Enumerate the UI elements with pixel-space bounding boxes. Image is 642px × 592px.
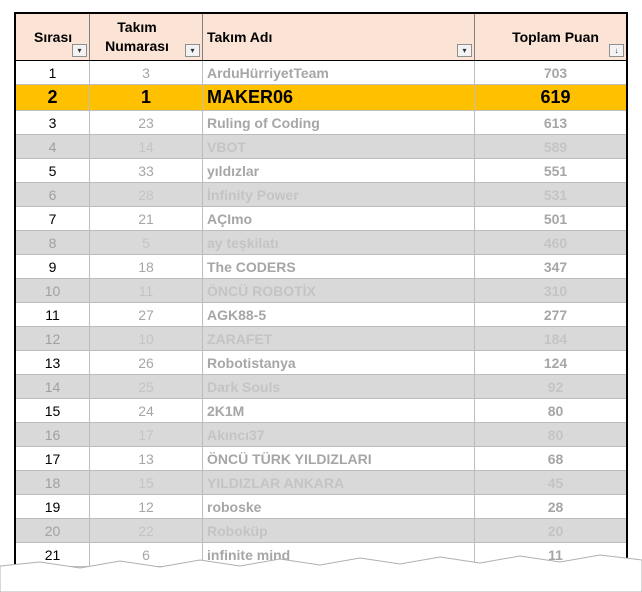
rank-cell[interactable]: 10	[16, 279, 90, 302]
table-body	[16, 61, 626, 591]
team-number-cell[interactable]: 13	[90, 447, 203, 470]
team-name-cell[interactable]: infinite mind	[203, 543, 475, 566]
rank-cell[interactable]: 5	[16, 159, 90, 182]
total-points-cell[interactable]: 460	[543, 234, 568, 251]
team-name-column-header[interactable]	[203, 14, 475, 60]
table-row[interactable]	[16, 447, 626, 471]
rank-cell[interactable]: 12	[16, 327, 90, 350]
total-points-header-label: Toplam Puan	[512, 29, 599, 45]
table-row[interactable]	[16, 85, 626, 111]
total-points-cell[interactable]: 11	[548, 546, 563, 563]
team-number-cell[interactable]: 18	[90, 255, 203, 278]
rank-cell[interactable]: 20	[16, 519, 90, 542]
team-number-cell[interactable]: 25	[90, 375, 203, 398]
team-number-cell[interactable]: 17	[90, 423, 203, 446]
team-number-cell[interactable]: 23	[90, 111, 203, 134]
team-number-header-line1: Takım	[117, 19, 157, 35]
total-points-cell[interactable]: 703	[543, 64, 568, 81]
table-row[interactable]	[16, 111, 626, 135]
rank-cell[interactable]: 2	[16, 85, 90, 110]
total-points-cell[interactable]: 68	[547, 450, 564, 467]
table-row[interactable]	[16, 495, 626, 519]
team-number-cell[interactable]: 14	[90, 135, 203, 158]
table-row[interactable]	[16, 61, 626, 85]
team-number-cell[interactable]: 24	[90, 399, 203, 422]
team-name-cell[interactable]: ÖNCÜ ROBOTİX	[203, 279, 475, 302]
rank-cell[interactable]: 3	[16, 111, 90, 134]
table-row[interactable]	[16, 279, 626, 303]
total-points-cell[interactable]: 28	[547, 498, 564, 515]
rank-cell[interactable]: 8	[16, 231, 90, 254]
rank-header-label: Sırası	[34, 29, 73, 45]
team-number-cell[interactable]: 21	[90, 207, 203, 230]
table-row[interactable]	[16, 375, 626, 399]
total-points-cell[interactable]: 531	[543, 186, 568, 203]
sort-descending-icon[interactable]: ↓	[609, 44, 624, 57]
total-points-cell[interactable]: 310	[543, 282, 568, 299]
team-name-cell[interactable]: İnfinity Power	[203, 183, 475, 206]
total-points-cell[interactable]: 80	[547, 426, 564, 443]
team-name-cell[interactable]: ÖNCÜ TÜRK YILDIZLARI	[203, 447, 475, 470]
table-row[interactable]	[16, 255, 626, 279]
team-number-cell[interactable]: 11	[90, 279, 203, 302]
team-name-cell[interactable]: Akıncı37	[203, 423, 475, 446]
total-points-cell[interactable]: 551	[543, 162, 568, 179]
team-name-cell[interactable]: ZARAFET	[203, 327, 475, 350]
team-name-cell[interactable]: Dark Souls	[203, 375, 475, 398]
spreadsheet-table	[14, 12, 628, 591]
rank-cell[interactable]: 16	[16, 423, 90, 446]
team-name-cell[interactable]: AGK88-5	[203, 303, 475, 326]
team-number-cell[interactable]: 5	[90, 231, 203, 254]
team-name-cell[interactable]: MAKER06	[203, 85, 475, 110]
team-name-cell[interactable]: Ruling of Coding	[203, 111, 475, 134]
total-points-cell[interactable]: 92	[547, 378, 564, 395]
total-points-cell[interactable]: 347	[543, 258, 568, 275]
table-row[interactable]	[16, 159, 626, 183]
team-number-cell[interactable]: 15	[90, 471, 203, 494]
total-points-cell[interactable]: 184	[543, 330, 568, 347]
team-name-cell[interactable]: 2K1M	[203, 399, 475, 422]
rank-cell[interactable]: 1	[16, 61, 90, 84]
rank-cell[interactable]: 14	[16, 375, 90, 398]
table-row[interactable]	[16, 303, 626, 327]
rank-cell[interactable]: 6	[16, 183, 90, 206]
team-name-cell[interactable]: ArduHürriyetTeam	[203, 61, 475, 84]
table-row[interactable]	[16, 231, 626, 255]
header-row	[16, 14, 626, 61]
rank-cell[interactable]: 17	[16, 447, 90, 470]
team-name-cell[interactable]: Robotistanya	[203, 351, 475, 374]
team-number-cell[interactable]: 33	[90, 159, 203, 182]
team-number-cell[interactable]: 6	[90, 543, 203, 566]
team-name-cell[interactable]: Roboküp	[203, 519, 475, 542]
rank-cell[interactable]: 18	[16, 471, 90, 494]
team-number-cell[interactable]: 27	[90, 303, 203, 326]
total-points-cell[interactable]: 80	[547, 402, 564, 419]
team-name-cell[interactable]: AÇImo	[203, 207, 475, 230]
team-name-header-label: Takım Adı	[207, 29, 273, 45]
team-name-cell[interactable]: The CODERS	[203, 255, 475, 278]
rank-column-header[interactable]	[16, 14, 90, 60]
total-points-cell[interactable]: 20	[547, 522, 564, 539]
table-row[interactable]	[16, 207, 626, 231]
total-points-cell[interactable]: 589	[543, 138, 568, 155]
table-row[interactable]	[16, 135, 626, 159]
team-name-cell[interactable]: roboske	[203, 495, 475, 518]
team-number-header-line2: Numarası	[105, 38, 169, 54]
rank-cell[interactable]: 7	[16, 207, 90, 230]
filter-dropdown-icon[interactable]: ▾	[72, 44, 87, 57]
rank-cell[interactable]: 15	[16, 399, 90, 422]
total-points-cell[interactable]: 277	[543, 306, 568, 323]
filter-dropdown-icon[interactable]: ▾	[185, 44, 200, 57]
team-number-cell[interactable]: 28	[90, 183, 203, 206]
table-row[interactable]	[16, 351, 626, 375]
rank-cell[interactable]: 9	[16, 255, 90, 278]
team-name-cell[interactable]: YILDIZLAR ANKARA	[203, 471, 475, 494]
rank-cell[interactable]: 13	[16, 351, 90, 374]
team-number-cell[interactable]: 12	[90, 495, 203, 518]
filter-dropdown-icon[interactable]: ▾	[457, 44, 472, 57]
total-points-cell[interactable]: 501	[543, 210, 568, 227]
table-row[interactable]	[16, 519, 626, 543]
total-points-cell[interactable]: 619	[540, 87, 571, 107]
team-number-cell[interactable]: 22	[90, 519, 203, 542]
team-name-cell[interactable]: ay teşkilatı	[203, 231, 475, 254]
rank-cell[interactable]: 11	[16, 303, 90, 326]
torn-paper-edge	[0, 552, 642, 592]
rank-cell[interactable]: 4	[16, 135, 90, 158]
team-name-cell[interactable]: VBOT	[203, 135, 475, 158]
total-points-column-header[interactable]	[475, 14, 626, 60]
table-row[interactable]	[16, 327, 626, 351]
rank-cell[interactable]: 19	[16, 495, 90, 518]
table-row[interactable]	[16, 399, 626, 423]
team-number-cell[interactable]: 3	[90, 61, 203, 84]
team-number-cell[interactable]: 1	[90, 85, 203, 110]
total-points-cell[interactable]: 613	[543, 114, 568, 131]
table-row[interactable]	[16, 471, 626, 495]
total-points-cell[interactable]: 45	[547, 474, 564, 491]
table-row[interactable]	[16, 423, 626, 447]
rank-cell[interactable]: 21	[16, 543, 90, 566]
team-number-column-header[interactable]	[90, 14, 203, 60]
team-number-cell[interactable]: 10	[90, 327, 203, 350]
team-number-cell[interactable]: 26	[90, 351, 203, 374]
team-name-cell[interactable]: yıldızlar	[203, 159, 475, 182]
total-points-cell[interactable]: 124	[543, 354, 568, 371]
table-row[interactable]	[16, 183, 626, 207]
